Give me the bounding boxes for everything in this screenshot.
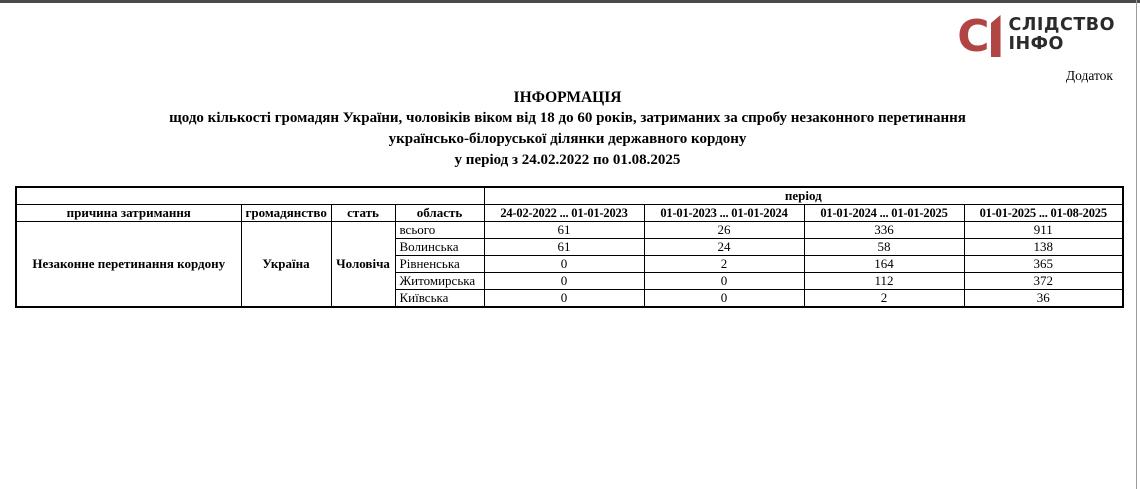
document-subtitle-line3: українсько-білоруської ділянки державного кордону: [388, 131, 747, 147]
logo-wordmark-line1: СЛІДСТВО: [1008, 15, 1115, 35]
region-cell: Волинська: [395, 239, 484, 256]
column-header-2: стать: [331, 205, 395, 222]
logo-wordmark: [1009, 13, 1115, 54]
region-cell: всього: [395, 222, 484, 239]
period-group-header: період: [484, 187, 1123, 205]
period-column-header-3: 01-01-2025 ... 01-08-2025: [964, 205, 1123, 222]
period-column-header-1: 01-01-2023 ... 01-01-2024: [644, 205, 804, 222]
column-header-0: причина затримання: [16, 205, 241, 222]
value-cell: 24: [644, 239, 804, 256]
value-cell: 58: [804, 239, 964, 256]
value-cell: 365: [964, 256, 1123, 273]
period-column-header-0: 24-02-2022 ... 01-01-2023: [484, 205, 644, 222]
window-top-edge: [0, 0, 1140, 3]
value-cell: 112: [804, 273, 964, 290]
value-cell: 336: [804, 222, 964, 239]
si-logo-icon: [957, 11, 1000, 62]
document-subtitle-line2: щодо кількості громадян України, чоловіків віком від 18 до 60 років, затриманих за спробу незаконного перетинання: [169, 110, 966, 126]
value-cell: 2: [804, 290, 964, 308]
value-cell: 138: [964, 239, 1123, 256]
region-cell: Житомирська: [395, 273, 484, 290]
citizenship-cell: Україна: [241, 222, 331, 308]
logo-letter-c: С: [957, 11, 988, 62]
value-cell: 61: [484, 222, 644, 239]
value-cell: 0: [644, 273, 804, 290]
value-cell: 0: [644, 290, 804, 308]
detentions-table: [15, 186, 1124, 308]
table-row: [16, 222, 1123, 239]
region-cell: Київська: [395, 290, 484, 308]
document-heading: ІНФОРМАЦІЯ: [513, 89, 622, 106]
value-cell: 0: [484, 256, 644, 273]
gender-cell: Чоловіча: [331, 222, 395, 308]
reason-cell: Незаконне перетинання кордону: [16, 222, 241, 308]
annex-label: Додаток: [1065, 68, 1113, 83]
value-cell: 0: [484, 273, 644, 290]
value-cell: 26: [644, 222, 804, 239]
logo-bar-shape: [991, 15, 1001, 57]
page-right-divider: [1136, 0, 1137, 489]
period-group-row: [16, 187, 1123, 205]
value-cell: 61: [484, 239, 644, 256]
column-header-3: область: [395, 205, 484, 222]
value-cell: 164: [804, 256, 964, 273]
region-cell: Рівненська: [395, 256, 484, 273]
value-cell: 36: [964, 290, 1123, 308]
value-cell: 2: [644, 256, 804, 273]
document-title-block: [0, 87, 1135, 171]
value-cell: 911: [964, 222, 1123, 239]
value-cell: 0: [484, 290, 644, 308]
period-column-header-2: 01-01-2024 ... 01-01-2025: [804, 205, 964, 222]
column-header-row: [16, 205, 1123, 222]
logo-wordmark-line2: ІНФО: [1008, 34, 1064, 54]
slidstvo-info-logo: [957, 11, 1115, 62]
value-cell: 372: [964, 273, 1123, 290]
column-header-1: громадянство: [241, 205, 331, 222]
empty-header-cell: [16, 187, 484, 205]
document-subtitle-line4: у період з 24.02.2022 по 01.08.2025: [454, 152, 681, 168]
